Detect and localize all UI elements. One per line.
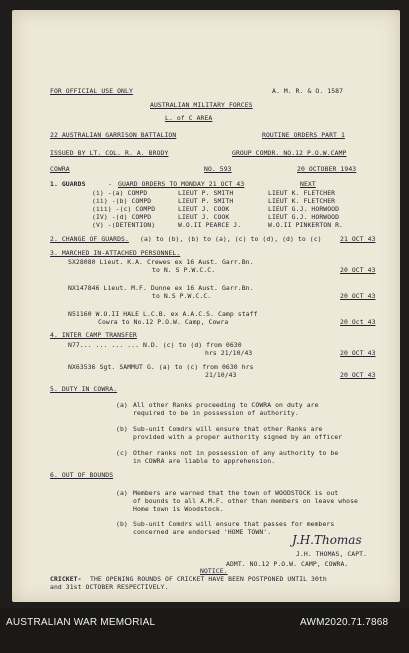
footer-accession-number: AWM2020.71.7868 bbox=[300, 617, 389, 628]
guard-row-officer: LIEUT J. COOK bbox=[178, 213, 230, 221]
transfer-entry-line1: NX63536 Sgt. SAMMUT G. (a) to (c) from 0630 hrs bbox=[68, 363, 254, 371]
signatory-name: J.H. THOMAS, CAPT. bbox=[296, 550, 368, 558]
duty-item-line: in COWRA are liable to apprehension. bbox=[133, 457, 276, 465]
bounds-item-mark: (b) bbox=[116, 520, 128, 528]
guard-row-next: LIEUT G.J. HORWOOD bbox=[268, 213, 340, 221]
march-in-entry-date: 20 Oct 43 bbox=[340, 318, 376, 326]
guard-row-coy: (iii) -(c) COMPD bbox=[92, 205, 156, 213]
notice-label: CRICKET- bbox=[50, 575, 82, 583]
title-area: L. of C AREA bbox=[165, 114, 213, 122]
notice-line-2: and 31st OCTOBER RESPECTIVELY. bbox=[50, 583, 169, 591]
unit-name: 22 AUSTRALIAN GARRISON BATTALION bbox=[50, 131, 177, 139]
handwritten-signature: J.H.Thomas bbox=[292, 533, 362, 547]
guard-row-next: LIEUT G.J. HORWOOD bbox=[268, 205, 340, 213]
section-3-label: 3. MARCHED IN-ATTACHED PERSONNEL. bbox=[50, 249, 181, 257]
duty-item-line: provided with a proper authority signed by an officer bbox=[133, 433, 343, 441]
transfer-entry-line1: N77... ... ... ... N.D. (c) to (d) from 0630 bbox=[68, 341, 242, 349]
guard-row-next: W.O.II PINKERTON R. bbox=[268, 221, 344, 229]
guard-row-next: LIEUT K. FLETCHER bbox=[268, 189, 336, 197]
guard-row-coy: (V) -(DETENTION) bbox=[92, 221, 156, 229]
march-in-entry-line1: NX147846 Lieut. M.F. Dunne ex 16 Aust. Garr.Bn. bbox=[68, 284, 254, 292]
form-reference: A. M. R. & O. 1587 bbox=[272, 87, 344, 95]
section-1-label: 1. GUARDS bbox=[50, 180, 86, 188]
bounds-item-line: concerned are endorsed 'HOME TOWN'. bbox=[133, 528, 272, 536]
classification: FOR OFFICIAL USE ONLY bbox=[50, 87, 133, 95]
duty-item-mark: (c) bbox=[116, 449, 128, 457]
guard-row-coy: (ii) -(b) COMPD bbox=[92, 197, 152, 205]
transfer-entry-date: 20 OCT 43 bbox=[340, 371, 376, 379]
duty-item-line: Sub-unit Comdrs will ensure that other Ranks are bbox=[133, 425, 323, 433]
guard-row-officer: LIEUT P. SMITH bbox=[178, 189, 234, 197]
guard-row-next: LIEUT K. FLETCHER bbox=[268, 197, 336, 205]
march-in-entry-date: 20 OCT 43 bbox=[340, 266, 376, 274]
next-heading: NEXT bbox=[300, 180, 316, 188]
transfer-entry-line2: 21/10/43 bbox=[205, 371, 237, 379]
footer-credit: AUSTRALIAN WAR MEMORIAL bbox=[6, 617, 156, 628]
group-commander: GROUP COMDR. NO.12 P.O.W.CAMP bbox=[232, 149, 347, 157]
march-in-entry-date: 20 OCT 43 bbox=[340, 292, 376, 300]
issued-by: ISSUED BY LT. COL. R. A. BRODY bbox=[50, 149, 169, 157]
section-5-label: 5. DUTY IN COWRA. bbox=[50, 385, 118, 393]
notice-line-1: THE OPENING ROUNDS OF CRICKET HAVE BEEN POSTPONED UNTIL 30th bbox=[90, 575, 327, 583]
bounds-item-line: of bounds to all A.M.F. other than members on leave whose bbox=[133, 497, 359, 505]
notice-heading: NOTICE. bbox=[200, 567, 228, 575]
guard-row-officer: LIEUT J. COOK bbox=[178, 205, 230, 213]
signatory-title: ADMT. NO.12 P.O.W. CAMP, COWRA. bbox=[226, 560, 349, 568]
march-in-entry-line1: SX28080 Lieut. K.A. Crewes ex 16 Aust. Garr.Bn. bbox=[68, 258, 254, 266]
section-2-label: 2. CHANGE OF GUARDS. bbox=[50, 235, 129, 243]
guard-row-coy: (IV) -(d) COMPD bbox=[92, 213, 152, 221]
bounds-item-mark: (a) bbox=[116, 489, 128, 497]
title-afm: AUSTRALIAN MILITARY FORCES bbox=[150, 101, 253, 109]
guard-row-coy: (i) -(a) COMPD bbox=[92, 189, 148, 197]
order-number: NO. 593 bbox=[204, 165, 232, 173]
footer-bar bbox=[0, 608, 409, 653]
march-in-entry-line2: Cowra to No.12 P.O.W. Camp, Cowra bbox=[98, 318, 229, 326]
order-date: 20 OCTOBER 1943 bbox=[297, 165, 357, 173]
bounds-item-line: Members are warned that the town of WOODSTOCK is out bbox=[133, 489, 339, 497]
guard-row-officer: LIEUT P. SMITH bbox=[178, 197, 234, 205]
transfer-entry-line2: hrs 21/10/43 bbox=[205, 349, 253, 357]
duty-item-mark: (b) bbox=[116, 425, 128, 433]
transfer-entry-date: 20 OCT 43 bbox=[340, 349, 376, 357]
bounds-item-line: Sub-unit Comdrs will ensure that passes for members bbox=[133, 520, 335, 528]
duty-item-line: Other ranks not in possession of any authority to be bbox=[133, 449, 339, 457]
order-type: ROUTINE ORDERS PART 1 bbox=[262, 131, 345, 139]
section-2-date: 21 OCT 43 bbox=[340, 235, 376, 243]
duty-item-line: required to be in possession of authority. bbox=[133, 409, 299, 417]
change-of-guards-text: (a) to (b), (b) to (a), (c) to (d), (d) to (c) bbox=[140, 235, 322, 243]
march-in-entry-line1: N51160 W.O.II HALE L.C.B. ex A.A.C.S. Camp staff bbox=[68, 310, 258, 318]
duty-item-mark: (a) bbox=[116, 401, 128, 409]
section-6-label: 6. OUT OF BOUNDS bbox=[50, 471, 114, 479]
document-page bbox=[12, 10, 400, 602]
march-in-entry-line2: to N.S P.W.C.C. bbox=[152, 292, 212, 300]
section-4-label: 4. INTER CAMP TRANSFER bbox=[50, 331, 137, 339]
place: COWRA bbox=[50, 165, 70, 173]
duty-item-line: All other Ranks proceeding to COWRA on duty are bbox=[133, 401, 319, 409]
guard-row-officer: W.O.II PEARCE J. bbox=[178, 221, 242, 229]
guards-heading: GUARD ORDERS TO MONDAY 21 OCT 43 bbox=[118, 180, 245, 188]
march-in-entry-line2: to N. S P.W.C.C. bbox=[152, 266, 216, 274]
section-1-dash: - bbox=[108, 180, 112, 188]
bounds-item-line: Home town is Woodstock. bbox=[133, 505, 224, 513]
